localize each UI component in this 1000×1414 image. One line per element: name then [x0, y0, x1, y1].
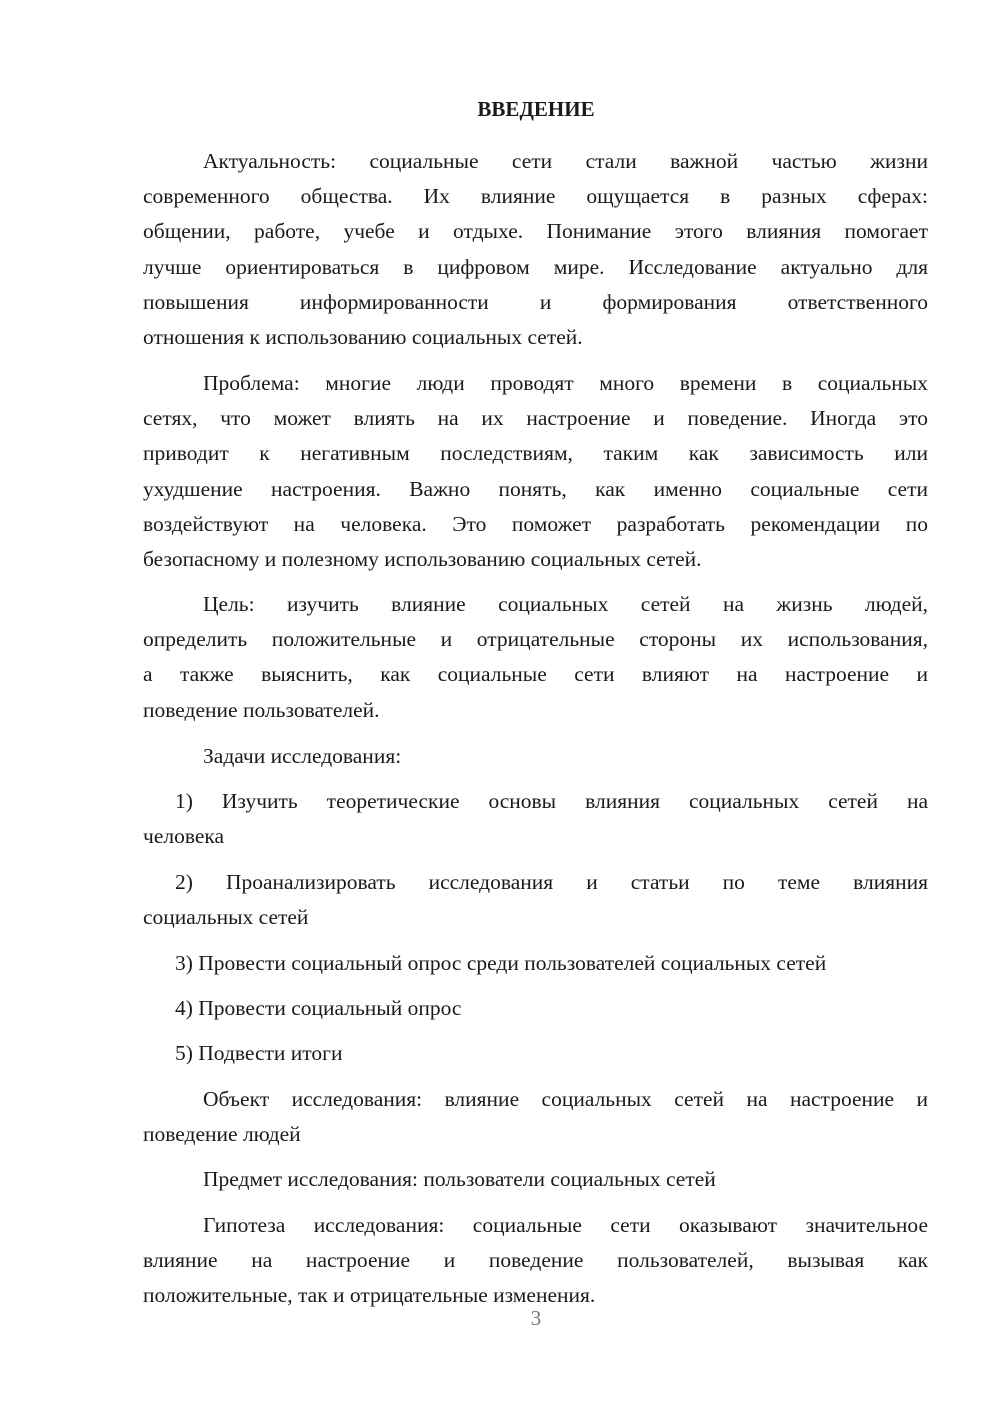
task-list-item [143, 1036, 928, 1071]
paragraph [143, 1162, 928, 1197]
paragraph [143, 1082, 928, 1152]
text-line: Предмет исследования: пользователи социальных сетей [203, 1167, 716, 1191]
text-line: Проблема: многие люди проводят много времени в социальных [203, 371, 928, 395]
page-number: 3 [530, 1306, 542, 1330]
text-line: 4) Провести социальный опрос [175, 996, 462, 1020]
text-line: социальных сетей [143, 905, 309, 930]
paragraph [143, 739, 928, 774]
text-line: Задачи исследования: [203, 744, 402, 768]
text-line: лучше ориентироваться в цифровом мире. Исследование актуально для [143, 254, 928, 279]
text-line: Гипотеза исследования: социальные сети оказывают значительное [203, 1213, 928, 1237]
text-line: влияние на настроение и поведение пользователей, вызывая как [143, 1248, 928, 1273]
text-line: общении, работе, учебе и отдыхе. Понимание этого влияния помогает [143, 219, 928, 244]
text-line: отношения к использованию социальных сетей. [143, 325, 583, 350]
text-line: безопасному и полезному использованию социальных сетей. [143, 547, 702, 572]
text-line: 2) Проанализировать исследования и статьи по теме влияния [175, 870, 928, 894]
text-line: поведение людей [143, 1122, 301, 1147]
text-line: Актуальность: социальные сети стали важной частью жизни [203, 149, 928, 173]
paragraph [143, 144, 928, 355]
text-line: сетях, что может влиять на их настроение и поведение. Иногда это [143, 406, 928, 431]
text-line: а также выяснить, как социальные сети влияют на настроение и [143, 662, 928, 687]
task-list-item [143, 784, 928, 854]
task-list-item [143, 865, 928, 935]
text-line: воздействуют на человека. Это поможет разработать рекомендации по [143, 511, 928, 536]
paragraph [143, 366, 928, 577]
text-line: 1) Изучить теоретические основы влияния социальных сетей на [175, 789, 928, 813]
text-line: 5) Подвести итоги [175, 1041, 343, 1065]
paragraph [143, 587, 928, 728]
text-line: определить положительные и отрицательные стороны их использования, [143, 627, 928, 652]
task-list-item [143, 946, 928, 981]
text-line: поведение пользователей. [143, 697, 380, 722]
paragraph [143, 1208, 928, 1314]
text-line: человека [143, 824, 225, 849]
text-line: современного общества. Их влияние ощущается в разных сферах: [143, 184, 928, 209]
text-line: повышения информированности и формирования ответственного [143, 289, 928, 314]
section-title: ВВЕДЕНИЕ [477, 97, 595, 121]
text-line: Объект исследования: влияние социальных сетей на настроение и [203, 1087, 928, 1111]
text-line: Цель: изучить влияние социальных сетей на жизнь людей, [203, 592, 928, 616]
text-line: 3) Провести социальный опрос среди пользователей социальных сетей [175, 951, 827, 975]
text-line: ухудшение настроения. Важно понять, как именно социальные сети [143, 476, 928, 501]
text-line: приводит к негативным последствиям, таким как зависимость или [143, 441, 928, 466]
task-list-item [143, 991, 928, 1026]
text-line: положительные, так и отрицательные изменения. [143, 1283, 596, 1308]
